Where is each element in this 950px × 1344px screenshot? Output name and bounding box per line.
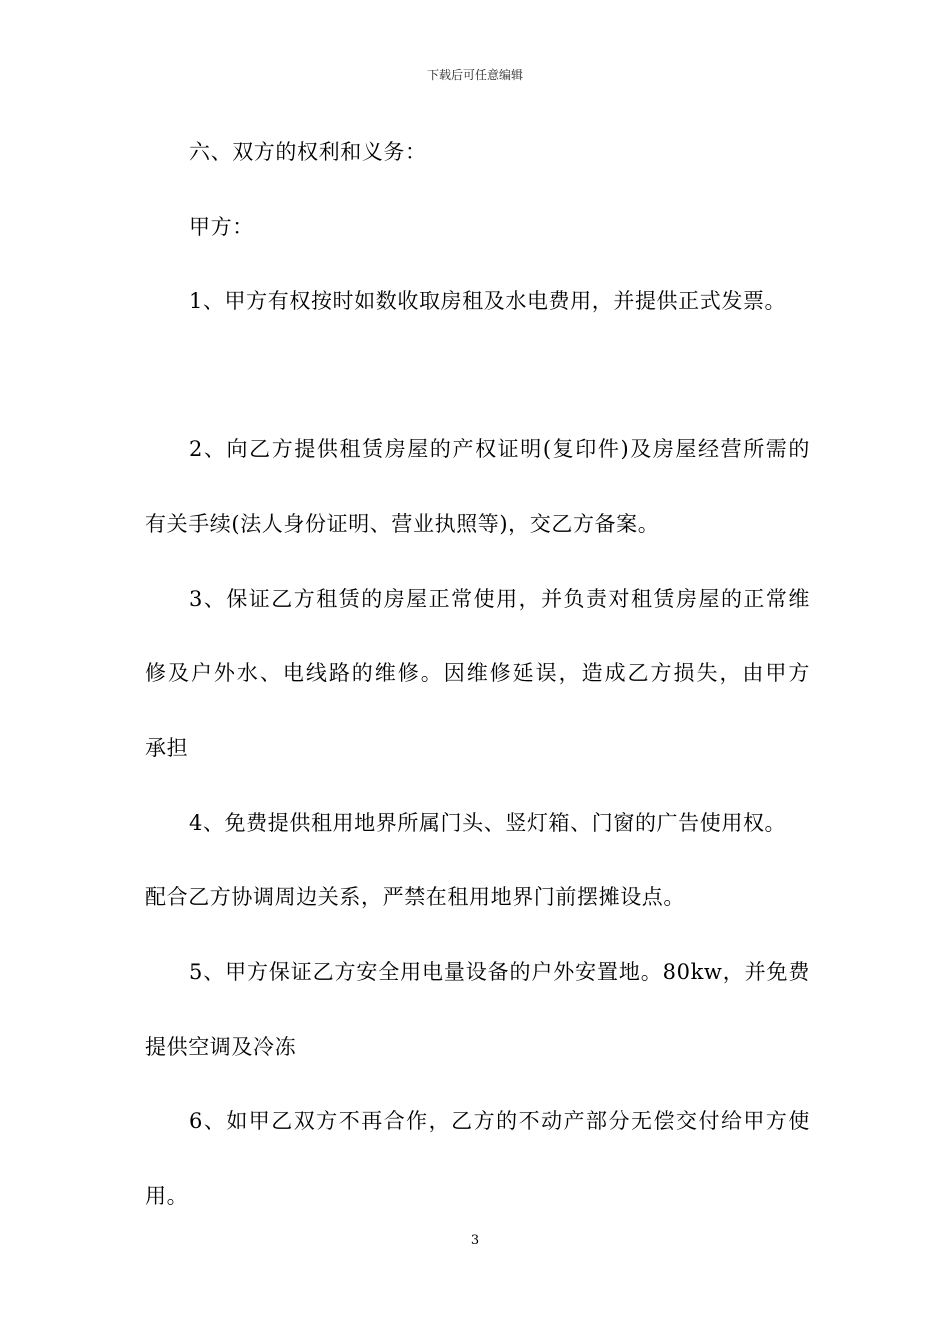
page-header: 下载后可任意编辑 — [426, 68, 523, 82]
clause-5-line-1: 5、甲方保证乙方安全用电量设备的户外安置地。80kw，并免费 — [189, 960, 810, 984]
clause-6-line-1: 6、如甲乙双方不再合作，乙方的不动产部分无偿交付给甲方使 — [189, 1109, 810, 1133]
clause-6-line-2: 用。 — [145, 1184, 189, 1208]
clause-3-line-1: 3、保证乙方租赁的房屋正常使用，并负责对租赁房屋的正常维 — [189, 587, 810, 611]
clause-3-line-2: 修及户外水、电线路的维修。因维修延误，造成乙方损失，由甲方 — [145, 661, 810, 685]
page-number: 3 — [470, 1233, 480, 1248]
clause-5-line-2: 提供空调及冷冻 — [145, 1035, 297, 1059]
clause-2-line-2: 有关手续(法人身份证明、营业执照等)，交乙方备案。 — [145, 512, 660, 536]
clause-3-line-3: 承担 — [145, 736, 189, 760]
clause-1-line-1: 1、甲方有权按时如数收取房租及水电费用，并提供正式发票。 — [189, 289, 787, 313]
clause-4-line-1: 4、免费提供租用地界所属门头、竖灯箱、门窗的广告使用权。 — [189, 811, 787, 835]
party-a-heading: 甲方： — [189, 215, 254, 239]
section-heading: 六、双方的权利和义务： — [189, 140, 427, 164]
clause-2-line-1: 2、向乙方提供租赁房屋的产权证明(复印件)及房屋经营所需的 — [189, 437, 810, 461]
clause-4-line-2: 配合乙方协调周边关系，严禁在租用地界门前摆摊设点。 — [145, 885, 685, 909]
